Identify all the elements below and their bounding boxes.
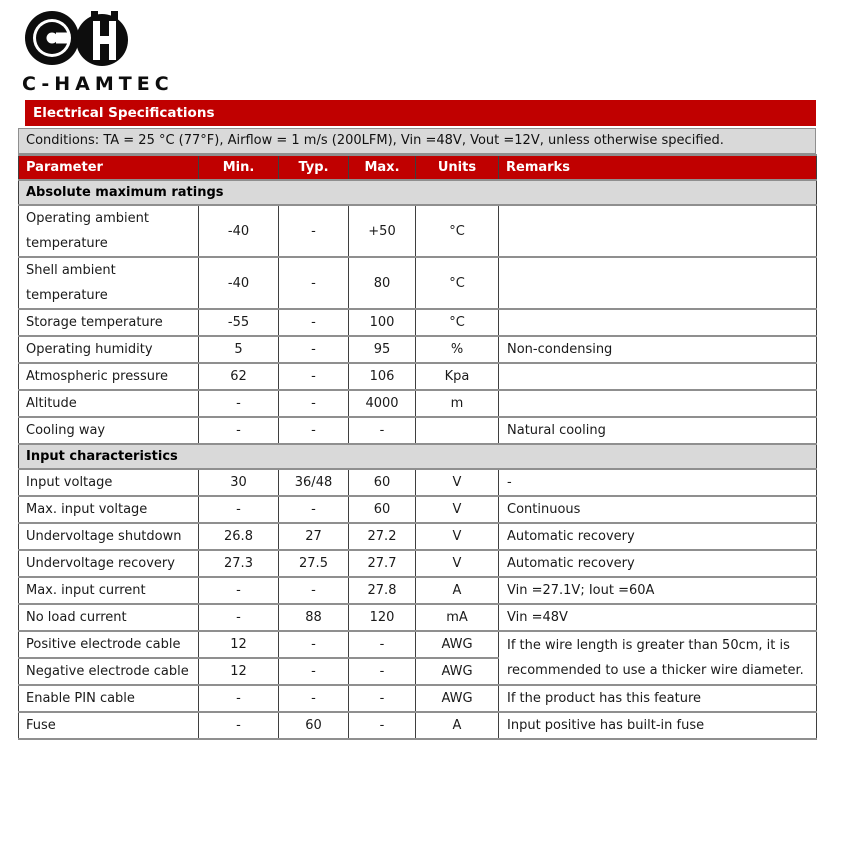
min-cell: -55	[199, 309, 279, 336]
max-cell: 60	[349, 469, 416, 496]
section-row	[19, 444, 817, 469]
remark-cell: If the product has this feature	[499, 685, 817, 712]
units-cell: °C	[416, 309, 499, 336]
conditions-row: Conditions: TA = 25 °C (77°F), Airflow = 1 m/s (200LFM), Vin =48V, Vout =12V, unless otherwise specified.	[18, 128, 816, 154]
table-row	[19, 309, 817, 336]
typ-cell: -	[279, 631, 349, 658]
table-title: Electrical Specifications	[25, 100, 816, 126]
param-cell: Storage temperature	[19, 309, 199, 336]
remark-cell	[499, 390, 817, 417]
max-cell: 120	[349, 604, 416, 631]
column-header-parameter: Parameter	[19, 155, 199, 180]
typ-cell: -	[279, 496, 349, 523]
min-cell: -	[199, 685, 279, 712]
table-row	[19, 205, 817, 257]
param-cell: Max. input voltage	[19, 496, 199, 523]
table-row	[19, 496, 817, 523]
param-cell: Input voltage	[19, 469, 199, 496]
table-row	[19, 604, 817, 631]
table-row	[19, 523, 817, 550]
column-header-min: Min.	[199, 155, 279, 180]
min-cell: -	[199, 712, 279, 739]
max-cell: 106	[349, 363, 416, 390]
ch-monogram-icon	[22, 8, 140, 68]
max-cell: 95	[349, 336, 416, 363]
remark-cell: Automatic recovery	[499, 523, 817, 550]
param-cell: Max. input current	[19, 577, 199, 604]
units-cell: Kpa	[416, 363, 499, 390]
table-row	[19, 390, 817, 417]
table-row	[19, 336, 817, 363]
param-cell: Undervoltage shutdown	[19, 523, 199, 550]
table-row	[19, 685, 817, 712]
electrical-specifications-table	[18, 154, 817, 740]
min-cell: -	[199, 390, 279, 417]
units-cell: °C	[416, 257, 499, 309]
units-cell: mA	[416, 604, 499, 631]
remark-cell	[499, 257, 817, 309]
units-cell	[416, 417, 499, 444]
brand-name: C-HAMTEC	[22, 73, 174, 95]
max-cell: 4000	[349, 390, 416, 417]
column-header-typ: Typ.	[279, 155, 349, 180]
max-cell: -	[349, 631, 416, 658]
min-cell: -	[199, 577, 279, 604]
company-logo	[22, 8, 174, 95]
units-cell: A	[416, 577, 499, 604]
max-cell: 27.8	[349, 577, 416, 604]
typ-cell: 27.5	[279, 550, 349, 577]
min-cell: 62	[199, 363, 279, 390]
section-label: Input characteristics	[19, 444, 817, 469]
column-header-remarks: Remarks	[499, 155, 817, 180]
section-label: Absolute maximum ratings	[19, 180, 817, 205]
max-cell: -	[349, 417, 416, 444]
units-cell: AWG	[416, 658, 499, 685]
remark-cell: Non-condensing	[499, 336, 817, 363]
typ-cell: 36/48	[279, 469, 349, 496]
max-cell: +50	[349, 205, 416, 257]
table-row	[19, 469, 817, 496]
units-cell: A	[416, 712, 499, 739]
param-cell: Operating humidity	[19, 336, 199, 363]
max-cell: 100	[349, 309, 416, 336]
min-cell: 5	[199, 336, 279, 363]
param-cell: Atmospheric pressure	[19, 363, 199, 390]
min-cell: 27.3	[199, 550, 279, 577]
max-cell: 27.7	[349, 550, 416, 577]
max-cell: -	[349, 685, 416, 712]
typ-cell: 60	[279, 712, 349, 739]
min-cell: 12	[199, 631, 279, 658]
remark-cell: Vin =48V	[499, 604, 817, 631]
units-cell: V	[416, 496, 499, 523]
table-row	[19, 577, 817, 604]
remark-cell: Natural cooling	[499, 417, 817, 444]
table-row	[19, 363, 817, 390]
remark-cell: Continuous	[499, 496, 817, 523]
param-cell: Positive electrode cable	[19, 631, 199, 658]
param-cell: Undervoltage recovery	[19, 550, 199, 577]
spec-header-row	[19, 155, 817, 180]
min-cell: -	[199, 417, 279, 444]
typ-cell: -	[279, 685, 349, 712]
remark-cell	[499, 205, 817, 257]
units-cell: %	[416, 336, 499, 363]
min-cell: 26.8	[199, 523, 279, 550]
spec-sheet	[18, 100, 816, 740]
units-cell: AWG	[416, 685, 499, 712]
remark-cell: Automatic recovery	[499, 550, 817, 577]
section-row	[19, 180, 817, 205]
units-cell: AWG	[416, 631, 499, 658]
typ-cell: -	[279, 336, 349, 363]
units-cell: °C	[416, 205, 499, 257]
param-cell: Fuse	[19, 712, 199, 739]
typ-cell: -	[279, 363, 349, 390]
param-cell: Altitude	[19, 390, 199, 417]
typ-cell: -	[279, 390, 349, 417]
max-cell: 80	[349, 257, 416, 309]
min-cell: -	[199, 496, 279, 523]
units-cell: V	[416, 469, 499, 496]
units-cell: V	[416, 550, 499, 577]
column-header-max: Max.	[349, 155, 416, 180]
remark-cell: Vin =27.1V; Iout =60A	[499, 577, 817, 604]
min-cell: -40	[199, 257, 279, 309]
min-cell: 12	[199, 658, 279, 685]
remark-cell	[499, 363, 817, 390]
remark-cell: Input positive has built-in fuse	[499, 712, 817, 739]
max-cell: 27.2	[349, 523, 416, 550]
typ-cell: -	[279, 205, 349, 257]
param-cell: Operating ambient temperature	[19, 205, 199, 257]
typ-cell: -	[279, 417, 349, 444]
table-row	[19, 417, 817, 444]
min-cell: -	[199, 604, 279, 631]
param-cell: No load current	[19, 604, 199, 631]
typ-cell: -	[279, 309, 349, 336]
remark-cell: -	[499, 469, 817, 496]
param-cell: Cooling way	[19, 417, 199, 444]
max-cell: -	[349, 658, 416, 685]
remark-cell-merged: If the wire length is greater than 50cm, it is recommended to use a thicker wire diameter.	[499, 631, 817, 685]
typ-cell: 88	[279, 604, 349, 631]
min-cell: -40	[199, 205, 279, 257]
typ-cell: -	[279, 577, 349, 604]
param-cell: Negative electrode cable	[19, 658, 199, 685]
typ-cell: -	[279, 257, 349, 309]
units-cell: m	[416, 390, 499, 417]
typ-cell: 27	[279, 523, 349, 550]
remark-cell	[499, 309, 817, 336]
units-cell: V	[416, 523, 499, 550]
column-header-units: Units	[416, 155, 499, 180]
table-row	[19, 712, 817, 739]
param-cell: Enable PIN cable	[19, 685, 199, 712]
table-row	[19, 631, 817, 658]
table-row	[19, 257, 817, 309]
typ-cell: -	[279, 658, 349, 685]
param-cell: Shell ambient temperature	[19, 257, 199, 309]
max-cell: 60	[349, 496, 416, 523]
max-cell: -	[349, 712, 416, 739]
table-row	[19, 550, 817, 577]
min-cell: 30	[199, 469, 279, 496]
